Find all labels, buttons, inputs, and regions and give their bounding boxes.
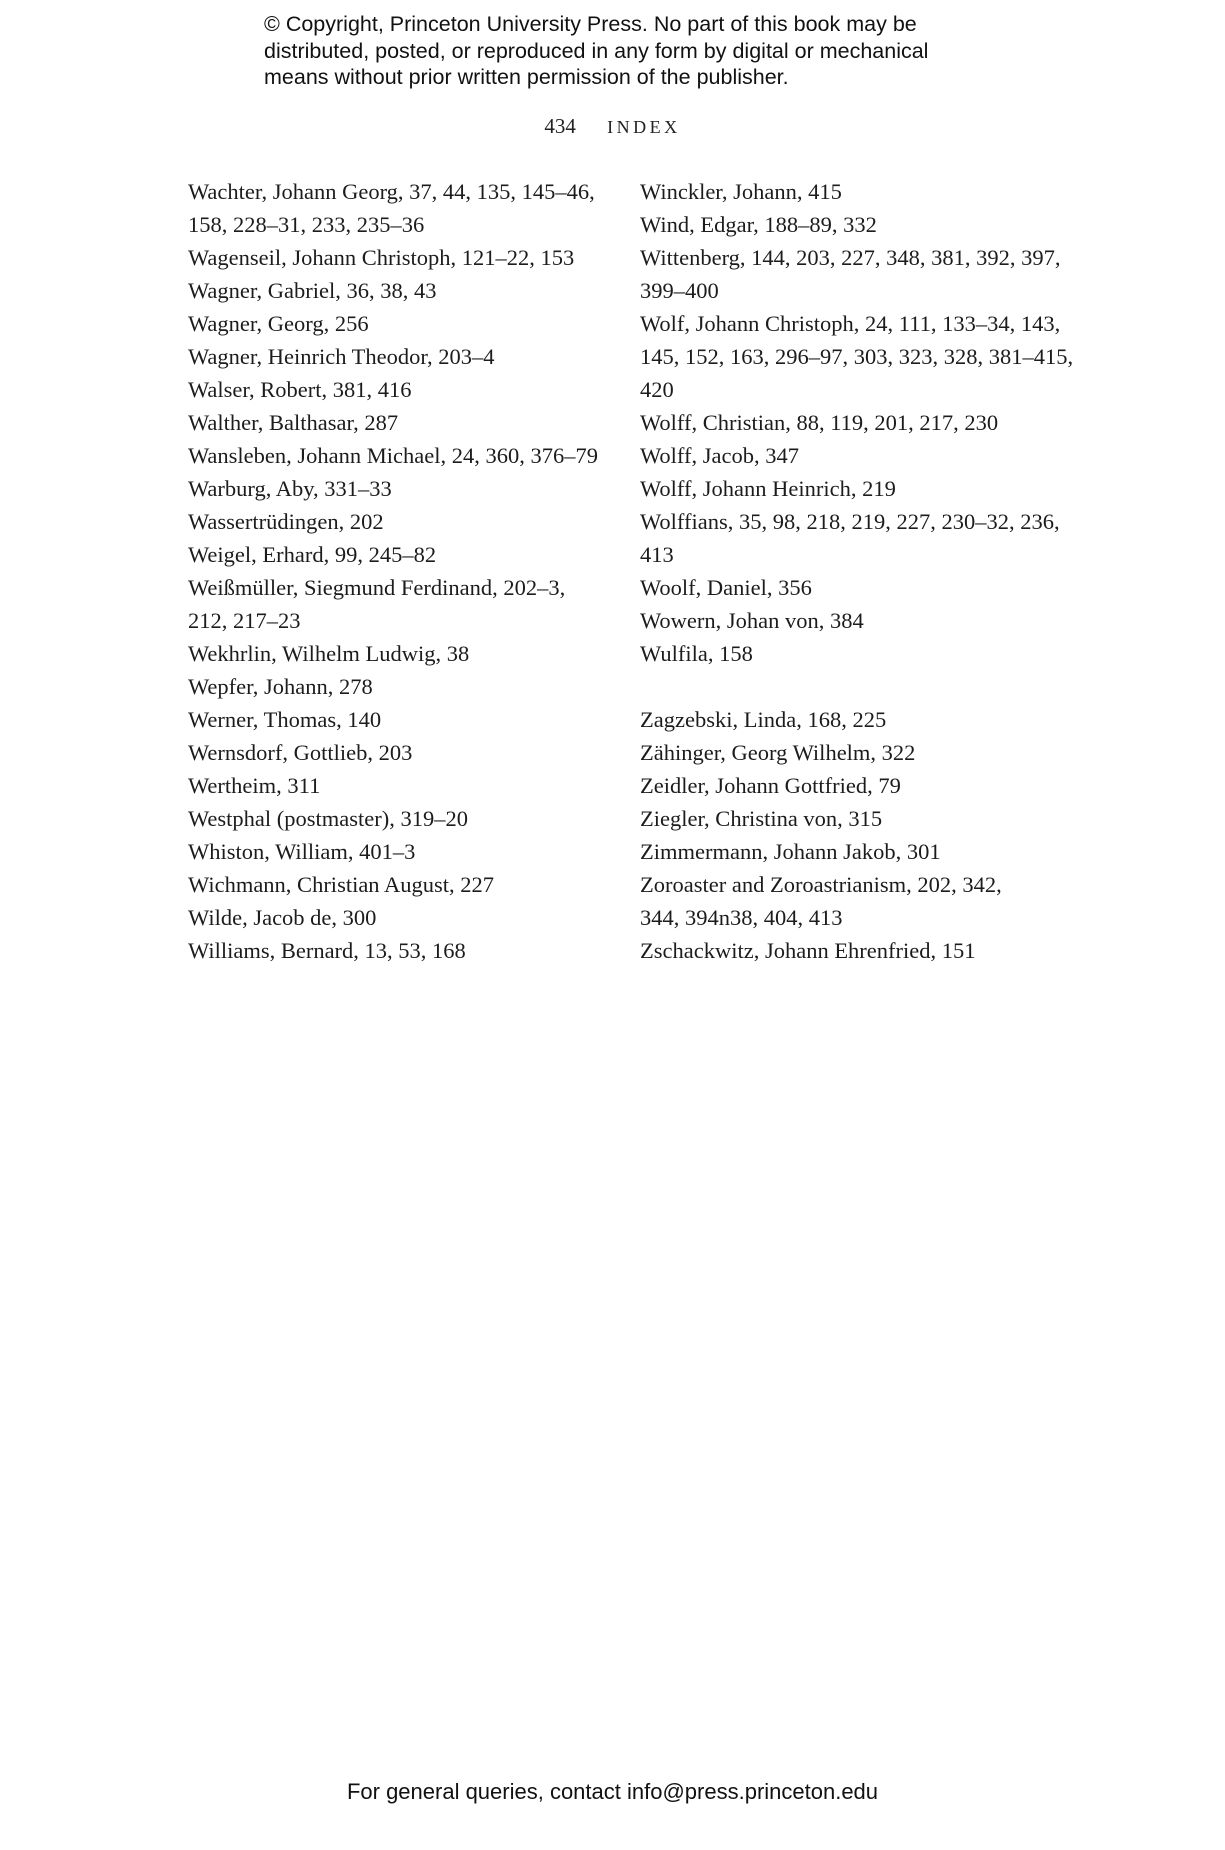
index-entry	[188, 835, 608, 868]
index-entry-line: 413	[640, 542, 674, 567]
index-entry-line: Wilde, Jacob de, 300	[188, 905, 377, 930]
index-entry	[188, 538, 608, 571]
index-entry	[188, 571, 608, 637]
index-entry-line: 212, 217–23	[188, 608, 301, 633]
index-entry	[640, 241, 1070, 307]
index-entry-line: Walther, Balthasar, 287	[188, 410, 399, 435]
index-entry-line: Winckler, Johann, 415	[640, 179, 842, 204]
index-entry	[188, 439, 608, 472]
copyright-notice	[264, 11, 984, 91]
section-title: INDEX	[607, 117, 681, 137]
index-entry	[640, 835, 1070, 868]
index-entry-line: Wolff, Johann Heinrich, 219	[640, 476, 896, 501]
index-entry	[640, 439, 1070, 472]
index-entry	[640, 604, 1070, 637]
index-entry	[188, 373, 608, 406]
index-entry-line: Weigel, Erhard, 99, 245–82	[188, 542, 437, 567]
index-entry	[188, 406, 608, 439]
index-entry-line: Wolff, Christian, 88, 119, 201, 217, 230	[640, 410, 999, 435]
index-entry-line: Zähinger, Georg Wilhelm, 322	[640, 740, 916, 765]
index-entry-line: 399–400	[640, 278, 719, 303]
index-entry	[640, 505, 1070, 571]
index-entry-line: Wansleben, Johann Michael, 24, 360, 376–79	[188, 443, 598, 468]
index-entry	[640, 703, 1070, 736]
index-entry	[188, 472, 608, 505]
index-entry-line: Wassertrüdingen, 202	[188, 509, 384, 534]
index-entry	[188, 505, 608, 538]
index-entry-line: Wachter, Johann Georg, 37, 44, 135, 145–46,	[188, 179, 595, 204]
index-entry-line: Ziegler, Christina von, 315	[640, 806, 883, 831]
index-entry-line: 344, 394n38, 404, 413	[640, 905, 843, 930]
index-entry	[188, 934, 608, 967]
index-entry	[640, 934, 1070, 967]
index-entry-line: Wolff, Jacob, 347	[640, 443, 799, 468]
index-entry-line: Westphal (postmaster), 319–20	[188, 806, 469, 831]
index-entry	[188, 901, 608, 934]
index-entry-line: Wertheim, 311	[188, 773, 321, 798]
index-entry-line: Weißmüller, Siegmund Ferdinand, 202–3,	[188, 575, 566, 600]
index-entry-line: Wekhrlin, Wilhelm Ludwig, 38	[188, 641, 470, 666]
footer-contact: For general queries, contact info@press.princeton.edu	[346, 1779, 879, 1804]
index-entry-line: 145, 152, 163, 296–97, 303, 323, 328, 381–415,	[640, 344, 1074, 369]
index-entry	[640, 637, 1070, 670]
index-entry	[640, 571, 1070, 604]
index-entry	[640, 307, 1074, 406]
index-entry-line: Zeidler, Johann Gottfried, 79	[640, 773, 901, 798]
index-entry-line: Whiston, William, 401–3	[188, 839, 416, 864]
index-group-w	[640, 175, 1074, 670]
index-entry	[188, 274, 608, 307]
index-entry-line: 420	[640, 377, 674, 402]
index-entry-line: Wagner, Gabriel, 36, 38, 43	[188, 278, 437, 303]
index-entry	[188, 670, 608, 703]
index-entry	[640, 208, 1070, 241]
index-entry	[188, 340, 608, 373]
index-column-left	[188, 175, 608, 967]
index-column-right	[640, 175, 1074, 967]
copyright-line: © Copyright, Princeton University Press. No part of this book may be	[264, 12, 917, 36]
index-entry	[640, 175, 1070, 208]
index-entry-line: Wolffians, 35, 98, 218, 219, 227, 230–32, 236,	[640, 509, 1060, 534]
group-spacer	[640, 670, 1070, 703]
index-entry	[640, 868, 1070, 934]
index-entry	[188, 175, 608, 241]
index-entry-line: Woolf, Daniel, 356	[640, 575, 812, 600]
index-entry-line: Wind, Edgar, 188–89, 332	[640, 212, 877, 237]
index-entry-line: Wagner, Heinrich Theodor, 203–4	[188, 344, 495, 369]
index-entry-line: Zoroaster and Zoroastrianism, 202, 342,	[640, 872, 1002, 897]
index-entry-line: Williams, Bernard, 13, 53, 168	[188, 938, 466, 963]
index-entry-line: Wepfer, Johann, 278	[188, 674, 373, 699]
index-entry	[640, 736, 1070, 769]
index-entry-line: Wernsdorf, Gottlieb, 203	[188, 740, 413, 765]
index-entry	[188, 637, 608, 670]
index-entry-line: Zagzebski, Linda, 168, 225	[640, 707, 887, 732]
index-entry-line: Wagenseil, Johann Christoph, 121–22, 153	[188, 245, 575, 270]
index-entry	[640, 802, 1070, 835]
index-entry-line: Walser, Robert, 381, 416	[188, 377, 412, 402]
index-entry-line: Wolf, Johann Christoph, 24, 111, 133–34, 143,	[640, 311, 1061, 336]
index-group-z	[640, 703, 1070, 967]
index-entry	[640, 406, 1070, 439]
index-entry-line: Zimmermann, Johann Jakob, 301	[640, 839, 941, 864]
running-head	[0, 113, 1225, 140]
index-entry	[188, 868, 608, 901]
index-entry	[188, 703, 608, 736]
page-number: 434	[544, 114, 576, 138]
index-entry-line: Wowern, Johan von, 384	[640, 608, 864, 633]
index-entry-line: Warburg, Aby, 331–33	[188, 476, 392, 501]
index-entry-line: Wittenberg, 144, 203, 227, 348, 381, 392, 397,	[640, 245, 1061, 270]
index-entry-line: Wulfila, 158	[640, 641, 753, 666]
index-entry-line: Werner, Thomas, 140	[188, 707, 382, 732]
index-entry	[640, 769, 1070, 802]
index-entry-line: 158, 228–31, 233, 235–36	[188, 212, 425, 237]
index-entry	[188, 736, 608, 769]
index-entry	[188, 307, 608, 340]
copyright-line: distributed, posted, or reproduced in any form by digital or mechanical	[264, 38, 929, 63]
copyright-line: means without prior written permission of the publisher.	[264, 65, 789, 89]
index-entry	[188, 241, 608, 274]
index-entry	[188, 802, 608, 835]
index-entry	[640, 472, 1070, 505]
index-entry	[188, 769, 608, 802]
index-entry-line: Zschackwitz, Johann Ehrenfried, 151	[640, 938, 976, 963]
index-entry-line: Wichmann, Christian August, 227	[188, 872, 494, 897]
index-entry-line: Wagner, Georg, 256	[188, 311, 369, 336]
